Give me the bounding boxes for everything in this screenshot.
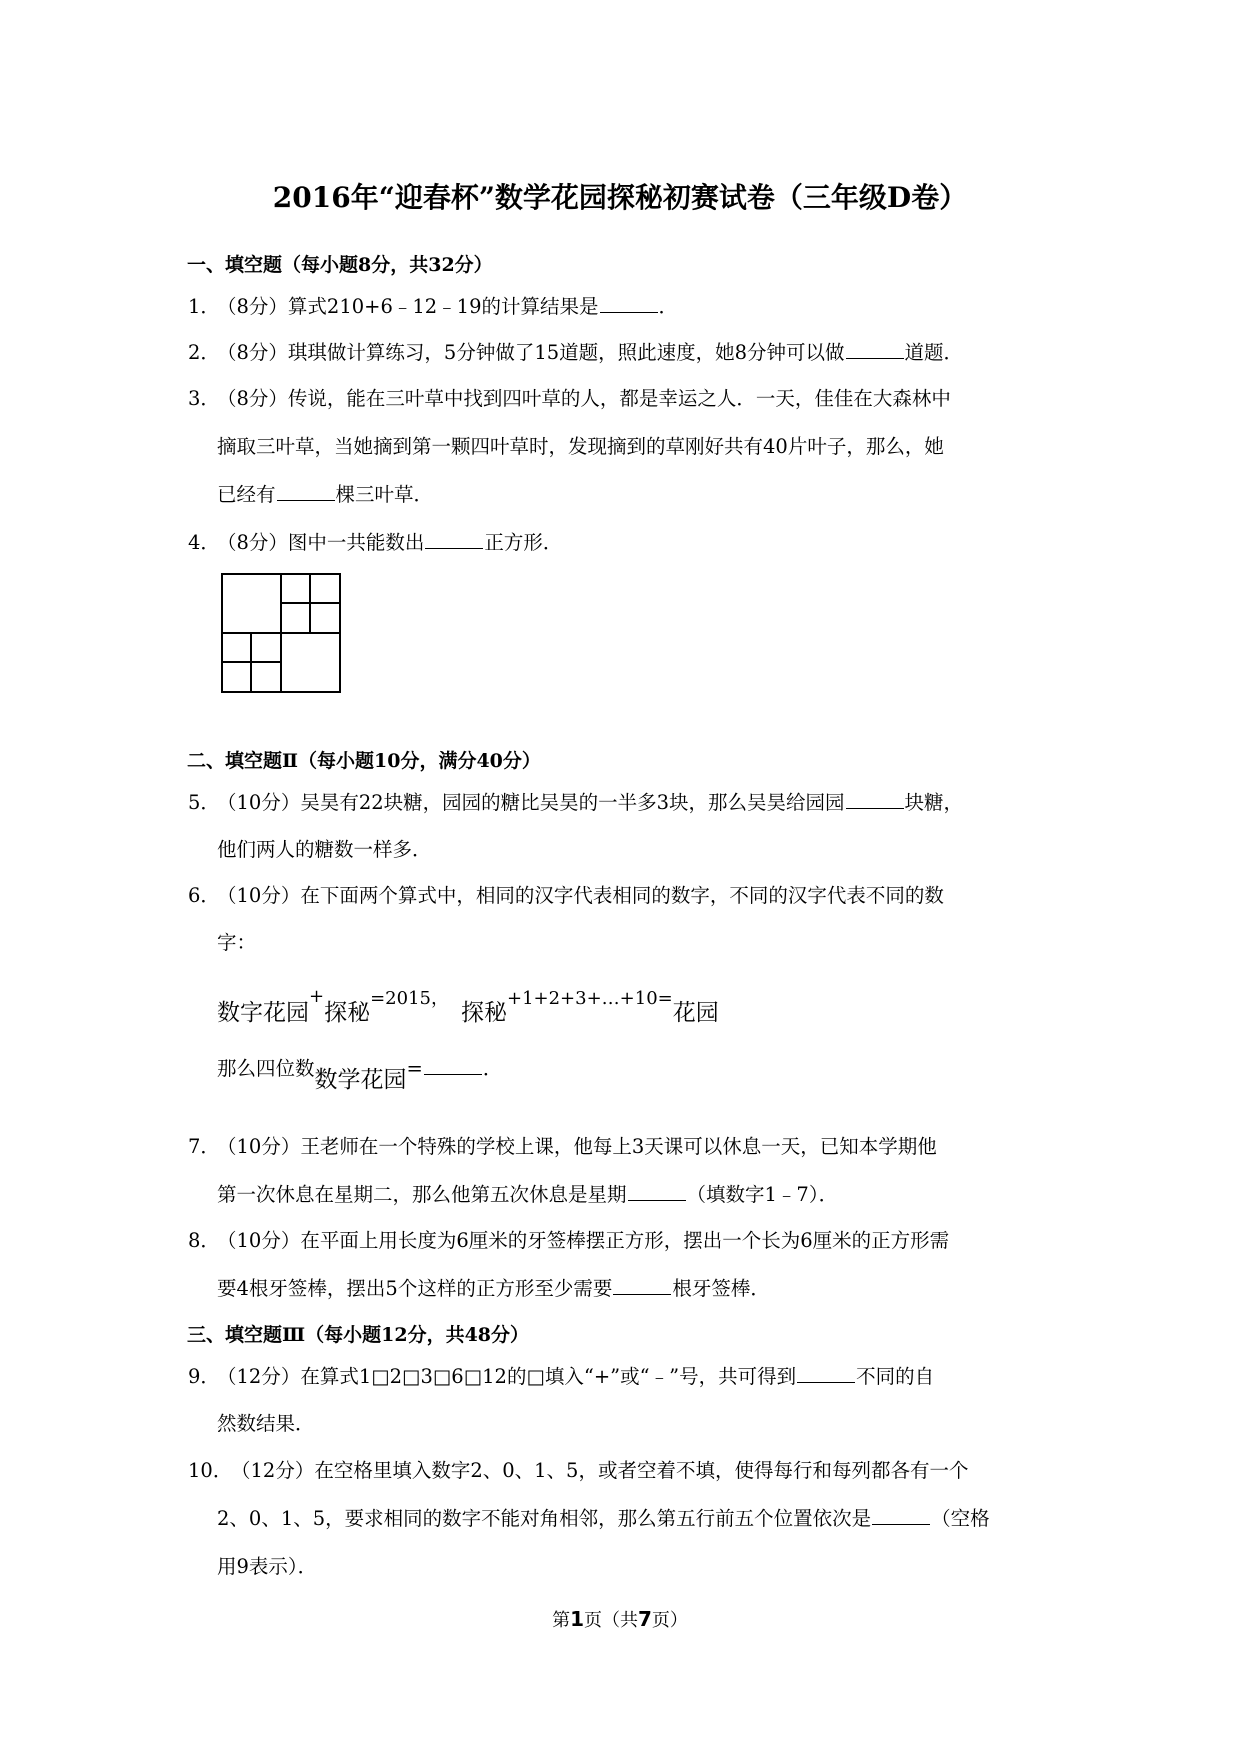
equation-operator: = (406, 1057, 423, 1080)
question-text: （8分）算式210+6﹣12﹣19的计算结果是 (217, 295, 599, 318)
question-1 (217, 294, 678, 320)
question-5-line-2: 他们两人的糖数一样多． (217, 838, 432, 861)
equation-term: 数学花园 (314, 1067, 407, 1093)
question-text: 正方形． (484, 531, 563, 554)
question-text: 块糖， (904, 791, 964, 814)
total-pages: 7 (638, 1607, 652, 1631)
footer-text: 页（共 (584, 1610, 638, 1631)
question-text: （10分）吴昊有22块糖，园园的糖比吴昊的一半多3块，那么吴昊给园园 (217, 791, 845, 814)
equation-term: 花园 (672, 1000, 719, 1026)
page-number: 1 (570, 1607, 584, 1631)
question-text: 那么四位数 (217, 1057, 315, 1080)
question-number: 4． (188, 531, 220, 554)
question-text: ． (658, 295, 679, 318)
section-heading-1: 一、填空题（每小题8分，共32分） (187, 254, 493, 276)
page-title: 2016年“迎春杯”数学花园探秘初赛试卷（三年级D卷） (272, 181, 968, 214)
question-number: 10． (188, 1459, 233, 1482)
question-text: （12分）在算式1□2□3□6□12的□填入“+”或“﹣”号，共可得到 (217, 1365, 797, 1388)
equation-row (217, 978, 719, 1026)
squares-figure (220, 572, 344, 696)
answer-blank[interactable] (424, 1056, 482, 1075)
question-3-line-2: 摘取三叶草，当她摘到第一颗四叶草时，发现摘到的草刚好共有40片叶子，那么，她 (217, 435, 944, 458)
question-text: 已经有 (217, 483, 276, 506)
equation-term: 数字花园 (217, 1000, 309, 1026)
answer-blank[interactable] (846, 790, 904, 809)
question-2 (217, 340, 963, 366)
equation-term: 探秘 (460, 1000, 507, 1026)
equation-operator: + (309, 986, 325, 1007)
question-9-line-2: 然数结果． (217, 1412, 315, 1435)
question-number: 6． (188, 884, 220, 907)
question-text: 根牙签棒． (672, 1277, 770, 1300)
question-6-ask (217, 1055, 503, 1093)
question-number: 5． (188, 791, 220, 814)
question-3-line-1: （8分）传说，能在三叶草中找到四叶草的人，都是幸运之人．一天，佳佳在大森林中 (217, 387, 951, 410)
answer-blank[interactable] (872, 1506, 930, 1525)
question-text: 不同的自 (856, 1365, 935, 1388)
section-heading-3: 三、填空题Ⅲ（每小题12分，共48分） (187, 1324, 530, 1346)
question-3-line-3 (217, 482, 433, 508)
question-number: 8． (188, 1229, 220, 1252)
question-9-line-1 (217, 1364, 934, 1390)
question-7-line-1: （10分）王老师在一个特殊的学校上课，他每上3天课可以休息一天，已知本学期他 (217, 1135, 937, 1158)
answer-blank[interactable] (277, 482, 335, 501)
equation-term: 探秘 (324, 1000, 371, 1026)
equation-result: =2015， (370, 988, 449, 1009)
question-8-line-2 (217, 1276, 770, 1302)
question-5 (217, 790, 963, 816)
question-6-line-2: 字： (217, 931, 257, 954)
answer-blank[interactable] (628, 1182, 686, 1201)
answer-blank[interactable] (797, 1364, 855, 1383)
page-footer (0, 1606, 1240, 1632)
question-number: 2． (188, 341, 220, 364)
question-text: 2、0、1、5，要求相同的数字不能对角相邻，那么第五行前五个位置依次是 (217, 1507, 872, 1530)
answer-blank[interactable] (425, 530, 483, 549)
question-6-line-1: （10分）在下面两个算式中，相同的汉字代表相同的数字，不同的汉字代表不同的数 (217, 884, 944, 907)
question-number: 3． (188, 387, 220, 410)
answer-blank[interactable] (613, 1276, 671, 1295)
answer-blank[interactable] (846, 340, 904, 359)
answer-blank[interactable] (600, 294, 658, 313)
question-10-line-2 (217, 1506, 990, 1532)
section-heading-2: 二、填空题Ⅱ（每小题10分，满分40分） (187, 750, 541, 772)
question-text: （填数字1﹣7）． (686, 1183, 839, 1206)
equation-sum: +1+2+3+…+10= (506, 988, 673, 1009)
question-text: 棵三叶草． (335, 483, 434, 506)
question-4 (217, 530, 562, 556)
footer-text: 第 (552, 1610, 571, 1631)
question-text: （空格 (931, 1507, 990, 1530)
question-number: 1． (188, 295, 220, 318)
question-text: 第一次休息在星期二，那么他第五次休息是星期 (217, 1183, 627, 1206)
question-text: （8分）图中一共能数出 (217, 531, 425, 554)
question-text: （8分）琪琪做计算练习，5分钟做了15道题，照此速度，她8分钟可以做 (217, 341, 845, 364)
question-7-line-2 (217, 1182, 838, 1208)
question-text: 要4根牙签棒，摆出5个这样的正方形至少需要 (217, 1277, 613, 1300)
question-text: 道题． (904, 341, 964, 364)
question-10-line-3: 用9表示）． (217, 1555, 318, 1578)
question-text: ． (482, 1057, 503, 1080)
question-10-line-1: （12分）在空格里填入数字2、0、1、5，或者空着不填，使得每行和每列都各有一个 (231, 1459, 969, 1482)
question-8-line-1: （10分）在平面上用长度为6厘米的牙签棒摆正方形，摆出一个长为6厘米的正方形需 (217, 1229, 950, 1252)
question-number: 7． (188, 1135, 220, 1158)
question-number: 9． (188, 1365, 220, 1388)
footer-text: 页） (651, 1610, 688, 1631)
